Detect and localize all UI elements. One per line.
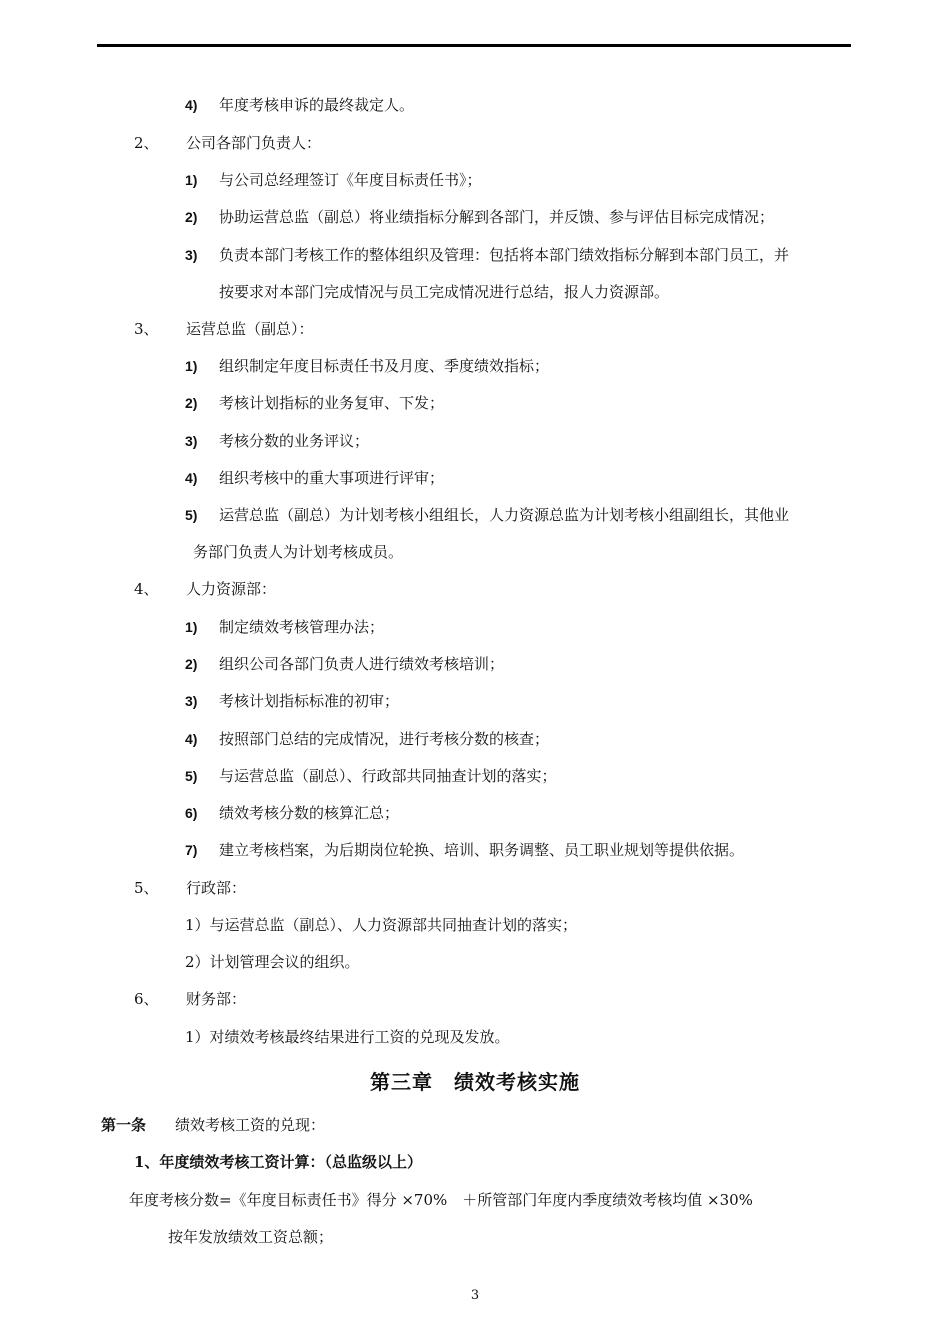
list-item: 5) 运营总监（副总）为计划考核小组组长，人力资源总监为计划考核小组副组长，其他业 [185,506,790,524]
list-item: 6) 绩效考核分数的核算汇总； [185,804,400,822]
formula: 年度考核分数=《年度目标责任书》得分 ×70% ＋所管部门年度内季度绩效考核均值 ×30% [129,1191,753,1209]
article-heading [101,1115,325,1135]
section-heading: 6、 财务部： [134,990,247,1008]
section-heading: 3、 运营总监（副总）： [134,320,314,338]
section-heading: 5、 行政部： [134,879,247,897]
list-item-continuation: 务部门负责人为计划考核成员。 [193,543,404,561]
list-item: 1) 组织制定年度目标责任书及月度、季度绩效指标； [185,357,550,375]
article-label: 第一条 [101,1116,147,1134]
list-item: 1) 与公司总经理签订《年度目标责任书》； [185,171,482,189]
list-item: 2) 协助运营总监（副总）将业绩指标分解到各部门，并反馈、参与评估目标完成情况； [185,208,775,226]
formula-note: 按年发放绩效工资总额； [168,1228,334,1246]
list-item: 2) 考核计划指标的业务复审、下发； [185,394,445,412]
list-item: 7) 建立考核档案，为后期岗位轮换、培训、职务调整、员工职业规划等提供依据。 [185,841,745,859]
list-item-continuation: 按要求对本部门完成情况与员工完成情况进行总结，报人力资源部。 [219,283,670,301]
list-item: 3) 考核分数的业务评议； [185,432,370,450]
subheading: 1、年度绩效考核工资计算：（总监级以上） [134,1153,422,1171]
list-item: 3) 考核计划指标标准的初审； [185,692,400,710]
list-item: 4) 年度考核申诉的最终裁定人。 [185,96,415,114]
page-number: 3 [470,1288,480,1303]
list-item: 2）计划管理会议的组织。 [185,953,360,971]
list-item: 1) 制定绩效考核管理办法； [185,618,385,636]
chapter-title: 第三章 绩效考核实施 [370,1070,580,1094]
header-rule [97,44,851,47]
list-item: 1）对绩效考核最终结果进行工资的兑现及发放。 [185,1028,510,1046]
list-item: 1）与运营总监（副总）、人力资源部共同抽查计划的落实； [185,916,578,934]
list-item: 4) 组织考核中的重大事项进行评审； [185,469,445,487]
section-heading: 4、 人力资源部： [134,580,277,598]
section-heading: 2、 公司各部门负责人： [134,134,322,152]
list-item: 4) 按照部门总结的完成情况，进行考核分数的核查； [185,730,550,748]
list-item: 3) 负责本部门考核工作的整体组织及管理：包括将本部门绩效指标分解到本部门员工，并 [185,246,790,264]
list-item: 5) 与运营总监（副总）、行政部共同抽查计划的落实； [185,767,557,785]
article-text: 绩效考核工资的兑现： [175,1116,326,1134]
list-item: 2) 组织公司各部门负责人进行绩效考核培训； [185,655,505,673]
